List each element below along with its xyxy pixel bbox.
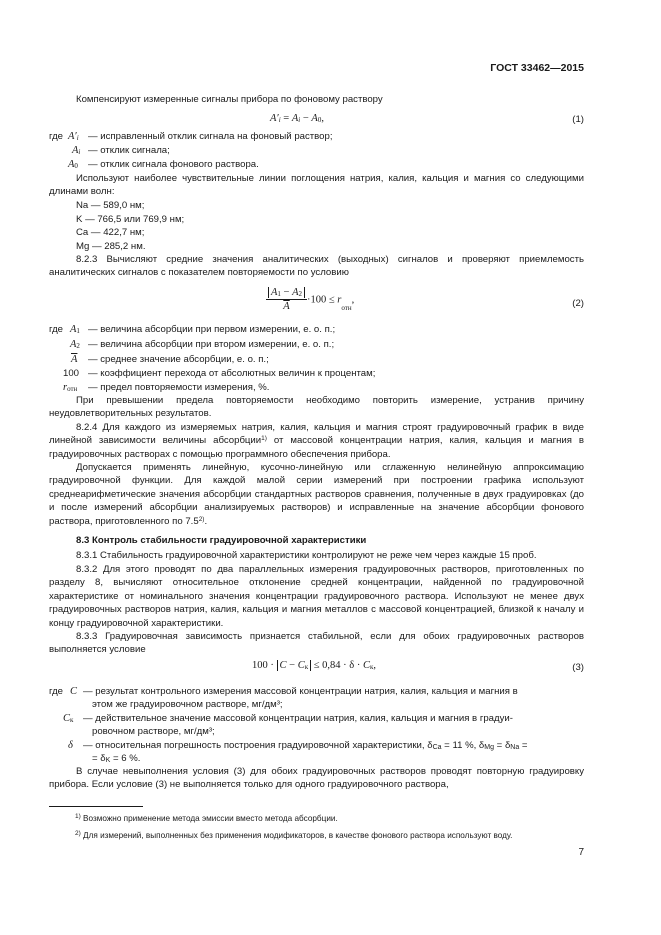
para-8-3-2: 8.3.2 Для этого проводят по два параллельных измерения градуировочных растворов, приготовленных по разделу 8, вычисляют относительное отклонение средней концентрации, найденной по градуировочной характеристике от номинального значения концентрации градуировочного раствора. Используют не менее двух градуировочных растворов натрия, калия, кальция и магния металлов с массовой концентрацией, близкой к началу и концу градуировочной характеристики. [49, 564, 584, 629]
equation-2-number: (2) [572, 298, 584, 309]
para-compensate: Компенсируют измеренные сигналы прибора по фоновому раствору [76, 94, 383, 105]
footnote-2: $^{2)}$ Для измерений, выполненных без применения модификаторов, в качестве фонового раствора используют воду. [75, 830, 513, 840]
page-number: 7 [578, 847, 584, 858]
para-exceed: При превышении предела повторяемости необходимо повторить измерение, устранив причину неудовлетворительных результатов. [49, 395, 584, 420]
equation-3: $100 \cdot C - C_к \le 0,84 \cdot \delta \cdot C_к$, [252, 660, 376, 671]
para-8-3-3: 8.3.3 Градуировочная зависимость признается стабильной, если для обоих градуировочных растворов выполняется условие [49, 631, 584, 656]
definition-row: где C — результат контрольного измерения массовой концентрации натрия, калия, кальция и магния в [49, 686, 518, 697]
definition-row-cont: этом же градуировочном растворе, мг/дм³; [92, 699, 283, 710]
para-allow: Допускается применять линейную, кусочно-линейную или сглаженную нелинейную аппроксимацию градуировочной функции. Для каждой малой серии измерений при построении графика используют среднеарифметические значения абсорбции стандартных растворов сравнения, полученные в двух градуировках (до и после измерений абсорбции анализируемых растворов) и исправленные на значение абсорбции фонового раствора, приготовленного по 7.5$^{2)}$. [49, 462, 584, 527]
footnote-1: $^{1)}$ Возможно применение метода эмиссии вместо метода абсорбции. [75, 813, 338, 823]
para-8-2-4: 8.2.4 Для каждого из измеряемых натрия, калия, кальция и магния строят градуировочный график в виде линейной зависимости величины абсорбции$^{1)}$ от массовой концентрации натрия, калия, кальция и магния в градуировочных растворах с помощью программного обеспечения прибора. [49, 422, 584, 460]
para-lines: Используют наиболее чувствительные линии поглощения натрия, калия, кальция и магния со следующими длинами волн: [49, 173, 584, 198]
equation-1-number: (1) [572, 114, 584, 125]
para-8-2-3: 8.2.3 Вычисляют средние значения аналитических (выходных) сигналов и проверяют приемлемость аналитических сигналов с показателем повторяемости по условию [49, 254, 584, 279]
wavelength-item: K — 766,5 или 769,9 нм; [76, 214, 185, 225]
equation-3-number: (3) [572, 662, 584, 673]
definition-row: где $A_1$ — величина абсорбции при первом измерении, е. о. п.; [49, 324, 336, 335]
definition-row-cont: = $\delta_K = 6$ %. [92, 753, 141, 764]
footnote-divider [49, 806, 143, 807]
wavelength-item: Na — 589,0 нм; [76, 200, 145, 211]
equation-1: $A'_i = A_i - A_0$, [270, 113, 324, 124]
para-fail: В случае невыполнения условия (3) для обоих градуировочных растворов проводят повторную градуировку прибора. Если условие (3) не выполняется только для одного градуировочного раствора, [49, 766, 584, 791]
wavelength-item: Ca — 422,7 нм; [76, 227, 145, 238]
definition-row-cont: ровочном растворе, мг/дм³; [92, 726, 215, 737]
section-8-3-heading: 8.3 Контроль стабильности градуировочной характеристики [76, 535, 367, 546]
wavelength-item: Mg — 285,2 нм. [76, 241, 146, 252]
definition-row: где $A'_i$ — исправленный отклик сигнала на фоновый раствор; [49, 131, 333, 142]
equation-2: $\frac{A_1 - A_2}{A}$ $\cdot 100 \le r_{отн}$, [266, 286, 354, 314]
para-8-3-1: 8.3.1 Стабильность градуировочной характеристики контролируют не реже чем через каждые 15 проб. [76, 550, 537, 561]
standard-header: ГОСТ 33462—2015 [490, 62, 584, 74]
document-page: ГОСТ 33462—2015 Компенсируют измеренные сигналы прибора по фоновому раствору $A'_i = A_i - A_0$, (1) где $A'_i$ — исправленный отклик сигнала на фоновый раствор; $A_i$ — отклик сигнала; $A_0$ — отклик сигнала фонового раствора. Используют наиболее чувствительные линии поглощения натрия, калия, кальция и магния со следующими длинами волн: Na — 589,0 нм; K — 766,5 или 769,9 нм; Ca — 422,7 нм; Mg — 285,2 нм. 8.2.3 Вычисляют средние значения аналитических (выходных) сигналов и проверяют приемлемость аналитических сигналов с показателем повторяемости по условию $\frac{A_1 - A_2}{A}$ $\cdot 100 \le r_{отн}$, (2) где $A_1$ — величина абсорбции при первом измерении, е. о. п.; $A_2$ — величина абсорбции при втором измерении, е. о. п.; $\overline{A}$ — среднее значение абсорбции, е. о. п.; 100 — коэффициент перехода от абсолютных величин к процентам; $r_{отн}$ — предел повторяемости измерения, %. При превышении предела повторяемости необходимо повторить измерение, устранив причину неудовлетворительных результатов. 8.2.4 Для каждого из измеряемых натрия, калия, кальция и магния строят градуировочный график в виде линейной зависимости величины абсорбции$^{1)}$ от массовой концентрации натрия, калия, кальция и магния в градуировочных растворах с помощью программного обеспечения прибора. Допускается применять линейную, кусочно-линейную или сглаженную нелинейную аппроксимацию градуировочной функции. Для каждой малой серии измерений при построении графика используют среднеарифметические значения абсорбции стандартных растворов сравнения, полученные в двух градуировках (до и после измерений абсорбции анализируемых растворов) и исправленные на значение абсорбции фонового раствора, приготовленного по 7.5$^{2)}$. 8.3 Контроль стабильности градуировочной характеристики 8.3.1 Стабильность градуировочной характеристики контролируют не реже чем через каждые 15 проб. 8.3.2 Для этого проводят по два параллельных измерения градуировочных растворов, приготовленных по разделу 8, вычисляют относительное отклонение средней концентрации, найденной по градуировочной характеристике от номинального значения концентрации градуировочного раствора. Используют не менее двух градуировочных растворов натрия, калия, кальция и магния металлов с массовой концентрацией, близкой к началу и концу градуировочной характеристики. 8.3.3 Градуировочная зависимость признается стабильной, если для обоих градуировочных растворов выполняется условие $100 \cdot C - C_к \le 0,84 \cdot \delta \cdot C_к$, (3) где C — результат контрольного измерения массовой концентрации натрия, калия, кальция и магния в этом же градуировочном растворе, мг/дм³; $C_к$ — действительное значение массовой концентрации натрия, калия, кальция и магния в градуи- ровочном растворе, мг/дм³; δ — относительная погрешность построения градуировочной характеристики, $\delta_{Ca} = 11$ %, $\delta_{Mg} = \delta_{Na}$ = = $\delta_K = 6$ %. В случае невыполнения условия (3) для обоих градуировочных растворов проводят повторную градуировку прибора. Если условие (3) не выполняется только для одного градуировочного раствора, $^{1)}$ Возможно применение метода эмиссии вместо метода абсорбции. $^{2)}$ Для измерений, выполненных без применения модификаторов, в качестве фонового раствора используют воду. 7 [49, 62, 584, 858]
